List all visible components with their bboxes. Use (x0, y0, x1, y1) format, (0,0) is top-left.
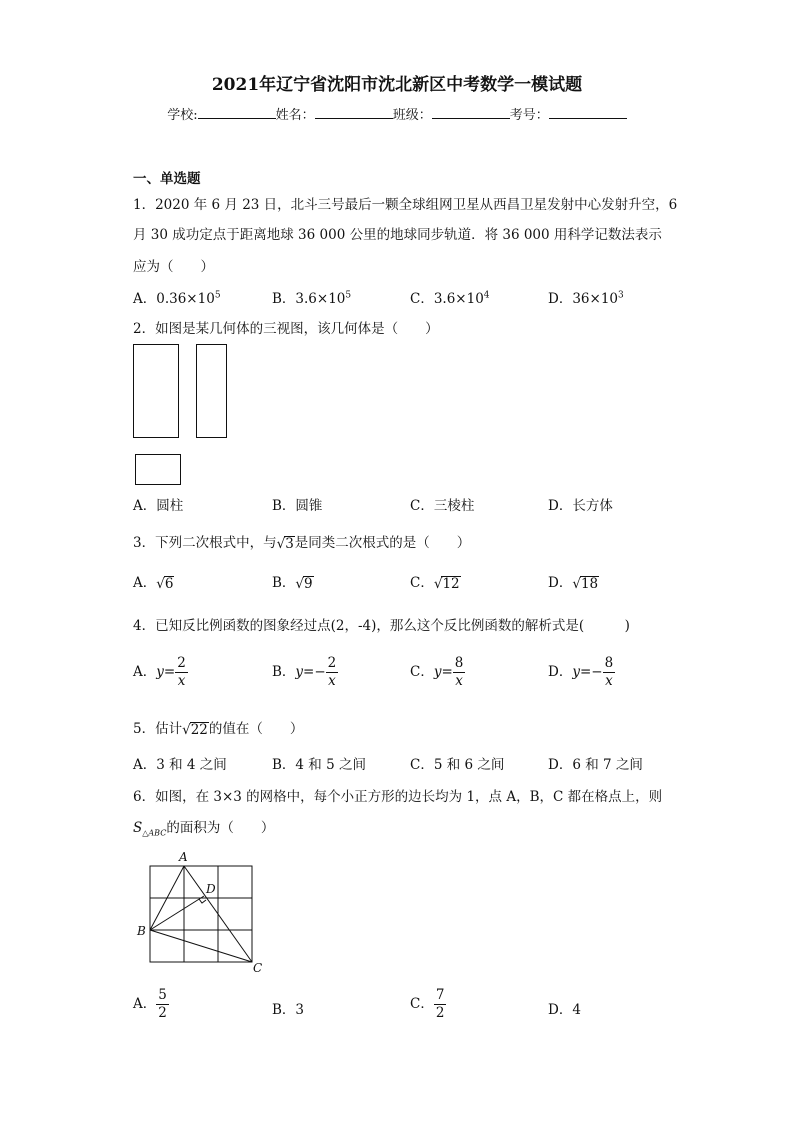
section-title: 一、单选题 (133, 171, 201, 187)
q3-option-b[interactable]: B．√9 (272, 575, 313, 592)
q6-option-c[interactable] (410, 987, 446, 1022)
school-blank[interactable] (198, 106, 276, 119)
q4-b-num: 2 (327, 655, 337, 671)
q5-option-b[interactable]: B．4 和 5 之间 (272, 757, 366, 773)
q3-b-label: B． (272, 575, 296, 591)
q1-c-exp: 4 (483, 290, 490, 301)
q2-option-d[interactable]: D．长方体 (548, 498, 613, 514)
q6-line2 (133, 816, 274, 838)
q3-c-label: C． (410, 575, 434, 591)
q6-c-den: 2 (435, 1005, 445, 1021)
q3-stem-post: 是同类二次根式的是（ ） (294, 535, 471, 551)
q4-option-a[interactable] (133, 655, 188, 690)
q1-a-base: A．0.36×10 (133, 291, 215, 307)
q3-option-c[interactable]: C．√12 (410, 575, 460, 592)
q5-stem-post: 的值在（ ） (208, 721, 304, 737)
q6-line2-post: 的面积为（ ） (166, 820, 275, 836)
id-label: 考号： (509, 108, 549, 123)
name-label: 姓名： (275, 108, 315, 123)
point-d-label: D (206, 882, 216, 896)
q1-option-a[interactable] (133, 287, 221, 307)
class-label: 班级： (392, 108, 432, 123)
q3-option-a[interactable]: A．√6 (133, 575, 174, 592)
q6-option-a[interactable] (133, 987, 169, 1022)
point-b-label: B (137, 924, 146, 938)
q4-a-num: 2 (177, 655, 186, 671)
q6-a-den: 2 (158, 1005, 167, 1021)
school-label: 学校: (167, 108, 198, 123)
q4-c-label: C． (410, 664, 434, 680)
q3-option-d[interactable]: D．√18 (548, 575, 599, 592)
q6-s-sub: △ABC (142, 828, 167, 838)
q4-c-num: 8 (454, 655, 464, 671)
q6-s-label: S (133, 820, 143, 836)
q4-d-label: D． (548, 664, 573, 680)
q1-line1: 1．2020 年 6 月 23 日，北斗三号最后一颗全球组网卫星从西昌卫星发射中心发射升空，6 (133, 197, 678, 213)
q2-option-a[interactable]: A．圆柱 (133, 498, 184, 514)
q1-c-base: C．3.6×10 (410, 291, 484, 307)
q3-d-label: D． (548, 575, 573, 591)
point-c-label: C (253, 961, 263, 975)
q2-option-b[interactable]: B．圆锥 (272, 498, 323, 514)
q1-option-d[interactable] (548, 287, 624, 307)
segment-bd (150, 896, 204, 930)
q6-a-label: A． (133, 996, 157, 1012)
q3-a-label: A． (133, 575, 157, 591)
right-angle-mark (199, 899, 206, 903)
q4-a-label: A． (133, 664, 157, 680)
q4-c-lhs: y= (433, 664, 453, 680)
q4-b-label: B． (272, 664, 296, 680)
q3-sqrt: √3 (276, 535, 294, 552)
q4-a-den: x (177, 673, 186, 689)
q6-c-num: 7 (435, 987, 445, 1003)
name-blank[interactable] (315, 106, 393, 119)
q4-b-frac (326, 655, 339, 690)
student-info-line (0, 104, 794, 123)
q1-d-exp: 3 (618, 290, 624, 301)
q1-option-b[interactable] (272, 287, 351, 307)
q3-b-radicand: 9 (304, 575, 313, 592)
q2-side-view (196, 344, 227, 438)
q4-b-den: x (328, 673, 336, 689)
q4-c-den: x (455, 673, 463, 689)
q4-d-frac (603, 655, 616, 690)
q2-option-c[interactable]: C．三棱柱 (410, 498, 475, 514)
q4-option-c[interactable] (410, 655, 465, 690)
q1-b-base: B．3.6×10 (272, 291, 346, 307)
q5-option-d[interactable]: D．6 和 7 之间 (548, 757, 643, 773)
q1-a-exp: 5 (214, 290, 221, 301)
q2-stem: 2．如图是某几何体的三视图，该几何体是（ ） (133, 321, 439, 337)
q4-d-lhs: y=− (572, 664, 603, 680)
q6-a-num: 5 (158, 987, 167, 1003)
q4-option-b[interactable] (272, 655, 338, 690)
q1-d-base: D．36×10 (548, 291, 618, 307)
q5-option-a[interactable]: A．3 和 4 之间 (133, 757, 227, 773)
id-blank[interactable] (549, 106, 627, 119)
q1-line3: 应为（ ） (133, 259, 214, 275)
q1-option-c[interactable] (410, 287, 490, 307)
q5-stem (133, 717, 303, 738)
q3-c-radicand: 12 (442, 575, 460, 592)
q4-d-num: 8 (604, 655, 614, 671)
q3-stem-pre: 3．下列二次根式中，与 (133, 535, 277, 551)
q5-stem-pre: 5．估计 (133, 721, 183, 737)
point-a-label: A (179, 850, 188, 864)
q6-grid-figure (130, 848, 270, 978)
q4-c-frac (453, 655, 466, 690)
q3-d-radicand: 18 (580, 575, 599, 592)
q4-d-den: x (605, 673, 613, 689)
q6-option-d[interactable]: D．4 (548, 1002, 581, 1018)
q4-a-lhs: y= (156, 664, 176, 680)
q3-radicand: 3 (285, 535, 294, 552)
q6-option-b[interactable]: B．3 (272, 1002, 305, 1018)
q4-stem: 4．已知反比例函数的图象经过点(2，-4)，那么这个反比例函数的解析式是( ) (133, 618, 630, 634)
q6-line1: 6．如图，在 3×3 的网格中，每个小正方形的边长均为 1，点 A，B，C 都在格点上，则 (133, 789, 663, 805)
q1-b-exp: 5 (345, 290, 352, 301)
q3-stem (133, 531, 470, 552)
q6-c-frac (434, 987, 447, 1022)
q6-c-label: C． (410, 996, 434, 1012)
class-blank[interactable] (432, 106, 510, 119)
q5-sqrt: √22 (182, 721, 208, 738)
q4-option-d[interactable] (548, 655, 615, 690)
q6-a-frac (156, 987, 169, 1022)
grid-border (150, 866, 252, 962)
q4-a-frac (175, 655, 188, 690)
q5-radicand: 22 (190, 721, 208, 738)
q5-option-c[interactable]: C．5 和 6 之间 (410, 757, 505, 773)
q4-b-lhs: y=− (295, 664, 326, 680)
page-title: 2021年辽宁省沈阳市沈北新区中考数学一模试题 (211, 75, 583, 95)
segment-bc (150, 930, 252, 962)
q2-front-view (133, 344, 179, 438)
q1-line2: 月 30 成功定点于距离地球 36 000 公里的地球同步轨道．将 36 000 用科学记数法表示 (133, 227, 662, 243)
q3-a-radicand: 6 (164, 575, 174, 592)
q2-top-view (135, 454, 181, 485)
